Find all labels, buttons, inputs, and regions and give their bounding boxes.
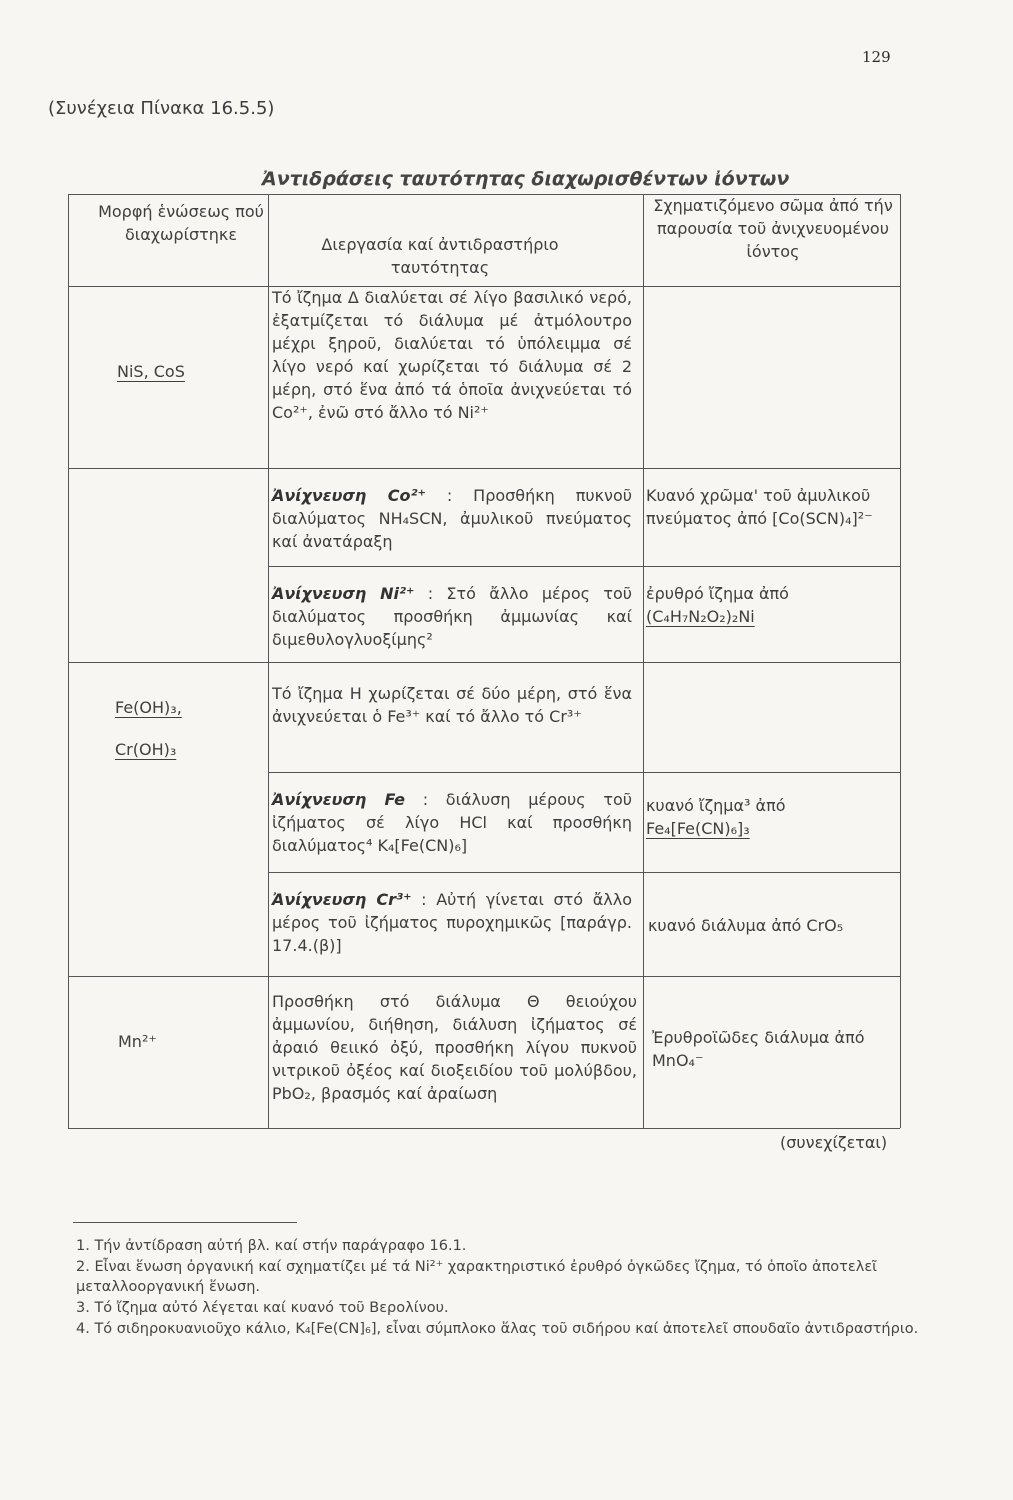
result-mn: Ἐρυθροϊῶδες διάλυμα ἀπό MnO₄⁻ (652, 1028, 865, 1070)
header-process: Διεργασία καί ἀντιδραστήριο ταυτότητας (321, 235, 559, 277)
process-co-detection (272, 484, 632, 553)
row-rule (268, 772, 900, 773)
result-ni-detection (646, 582, 896, 628)
label-ni-detection: Ἀνίχνευση Ni²⁺ (272, 584, 415, 603)
process-mn: Προσθήκη στό διάλυμα Θ θειούχου ἀμμωνίου, διήθηση, διάλυση ἰζήματος σέ ἀραιό θειικό ὀξύ, προσθήκη λίγου πυκνοῦ νιτρικοῦ ὀξέος καί διοξειδίου τοῦ μολύβδου, PbO₂, βρασμός καί ἀραίωση (272, 992, 637, 1103)
process-ni-detection (272, 582, 632, 651)
process-fe-cr: Τό ἴζημα Η χωρίζεται σέ δύο μέρη, στό ἕνα ἀνιχνεύεται ὁ Fe³⁺ καί τό ἄλλο τό Cr³⁺ (272, 684, 632, 726)
label-co-detection: Ἀνίχνευση Co²⁺ (272, 486, 426, 505)
result-ni-formula: (C₄H₇N₂O₂)₂Ni (646, 607, 755, 626)
text-co-detection: : Προσθήκη πυκνοῦ διαλύματος NH₄SCN, ἀμυλικοῦ πνεύματος καί ἀνατάραξη (272, 486, 633, 551)
process-cr-detection (272, 888, 632, 957)
footnote-rule (73, 1222, 297, 1223)
label-fe-detection: Ἀνίχνευση Fe (272, 790, 406, 809)
continues-note: (συνεχίζεται) (780, 1133, 888, 1152)
result-cr-detection: κυανό διάλυμα ἀπό CrO₅ (648, 916, 844, 935)
result-fe-formula: Fe₄[Fe(CN)₆]₃ (646, 819, 750, 838)
row-rule (68, 662, 900, 663)
column-rule (643, 194, 644, 1128)
form-cr-hydroxide: Cr(OH)₃ (115, 740, 177, 759)
process-nis-cos: Τό ἴζημα Δ διαλύεται σέ λίγο βασιλικό νερό, ἐξατμίζεται τό διάλυμα μέ ἀτμόλουτρο μέχρι ξηροῦ, διαλύεται τό ὑπόλειμμα σέ λίγο νερό καί χωρίζεται τό διάλυμα σέ 2 μέρη, στό ἕνα ἀπό τά ὁποῖα ἀνιχνεύεται τό Co²⁺, ἐνῶ στό ἄλλο τό Ni²⁺ (272, 288, 632, 422)
form-nis-cos: NiS, CoS (117, 362, 185, 381)
form-fe-hydroxide: Fe(OH)₃, (115, 698, 182, 717)
text-cr-detection: : Αὐτή γίνεται στό ἄλλο μέρος τοῦ ἰζήματος πυροχημικῶς [παράγρ. 17.4.(β)] (272, 890, 633, 955)
table-title: Ἀντιδράσεις ταυτότητας διαχωρισθέντων ἰόντων (262, 168, 790, 190)
result-co-detection: Κυανό χρῶμα' τοῦ ἀμυλικοῦ πνεύματος ἀπό [Co(SCN)₄]²⁻ (646, 486, 873, 528)
header-form: Μορφή ἑνώσεως πού διαχωρίστηκε (98, 202, 264, 244)
result-fe-prefix: κυανό ἴζημα³ ἀπό (646, 796, 786, 815)
text-fe-detection: : διάλυση μέρους τοῦ ἰζήματος σέ λίγο HCl καί προσθήκη διαλύματος⁴ K₄[Fe(CN)₆] (272, 790, 633, 855)
row-rule (268, 566, 900, 567)
label-cr-detection: Ἀνίχνευση Cr³⁺ (272, 890, 412, 909)
table-left-rule (68, 194, 69, 1128)
column-rule (268, 194, 269, 1128)
header-result: Σχηματιζόμενο σῶμα ἀπό τήν παρουσία τοῦ ἀνιχνευομένου ἰόντος (653, 196, 893, 261)
footnote-3: 3. Τό ἴζημα αὐτό λέγεται καί κυανό τοῦ Βερολίνου. (76, 1300, 449, 1316)
footnote-1: 1. Τήν ἀντίδραση αὐτή βλ. καί στήν παράγραφο 16.1. (76, 1238, 467, 1254)
process-fe-detection (272, 788, 632, 857)
continuation-title: (Συνέχεια Πίνακα 16.5.5) (48, 98, 275, 119)
footnote-2: 2. Εἶναι ἕνωση ὀργανική καί σχηματίζει μέ τά Ni²⁺ χαρακτηριστικό ἐρυθρό ὀγκῶδες ἴζημα, τό ὁποῖο ἀποτελεῖ μεταλλοοργανική ἕνωση. (76, 1259, 878, 1295)
result-ni-prefix: ἐρυθρό ἴζημα ἀπό (646, 584, 789, 603)
row-rule (68, 976, 900, 977)
table-bottom-rule (68, 1128, 900, 1129)
row-rule (68, 468, 900, 469)
text-ni-detection: : Στό ἄλλο μέρος τοῦ διαλύματος προσθήκη ἀμμωνίας καί διμεθυλογλυοξίμης² (272, 584, 632, 649)
table-right-rule (900, 194, 901, 1128)
row-rule (268, 872, 900, 873)
footnotes (76, 1236, 936, 1340)
footnote-4: 4. Τό σιδηροκυανιοῦχο κάλιο, K₄[Fe(CN]₆], εἶναι σύμπλοκο ἅλας τοῦ σιδήρου καί ἀποτελεῖ σπουδαῖο ἀντιδραστήριο. (76, 1321, 919, 1337)
page-number: 129 (862, 48, 891, 66)
form-mn: Mn²⁺ (118, 1032, 157, 1051)
result-fe-detection (646, 794, 896, 840)
